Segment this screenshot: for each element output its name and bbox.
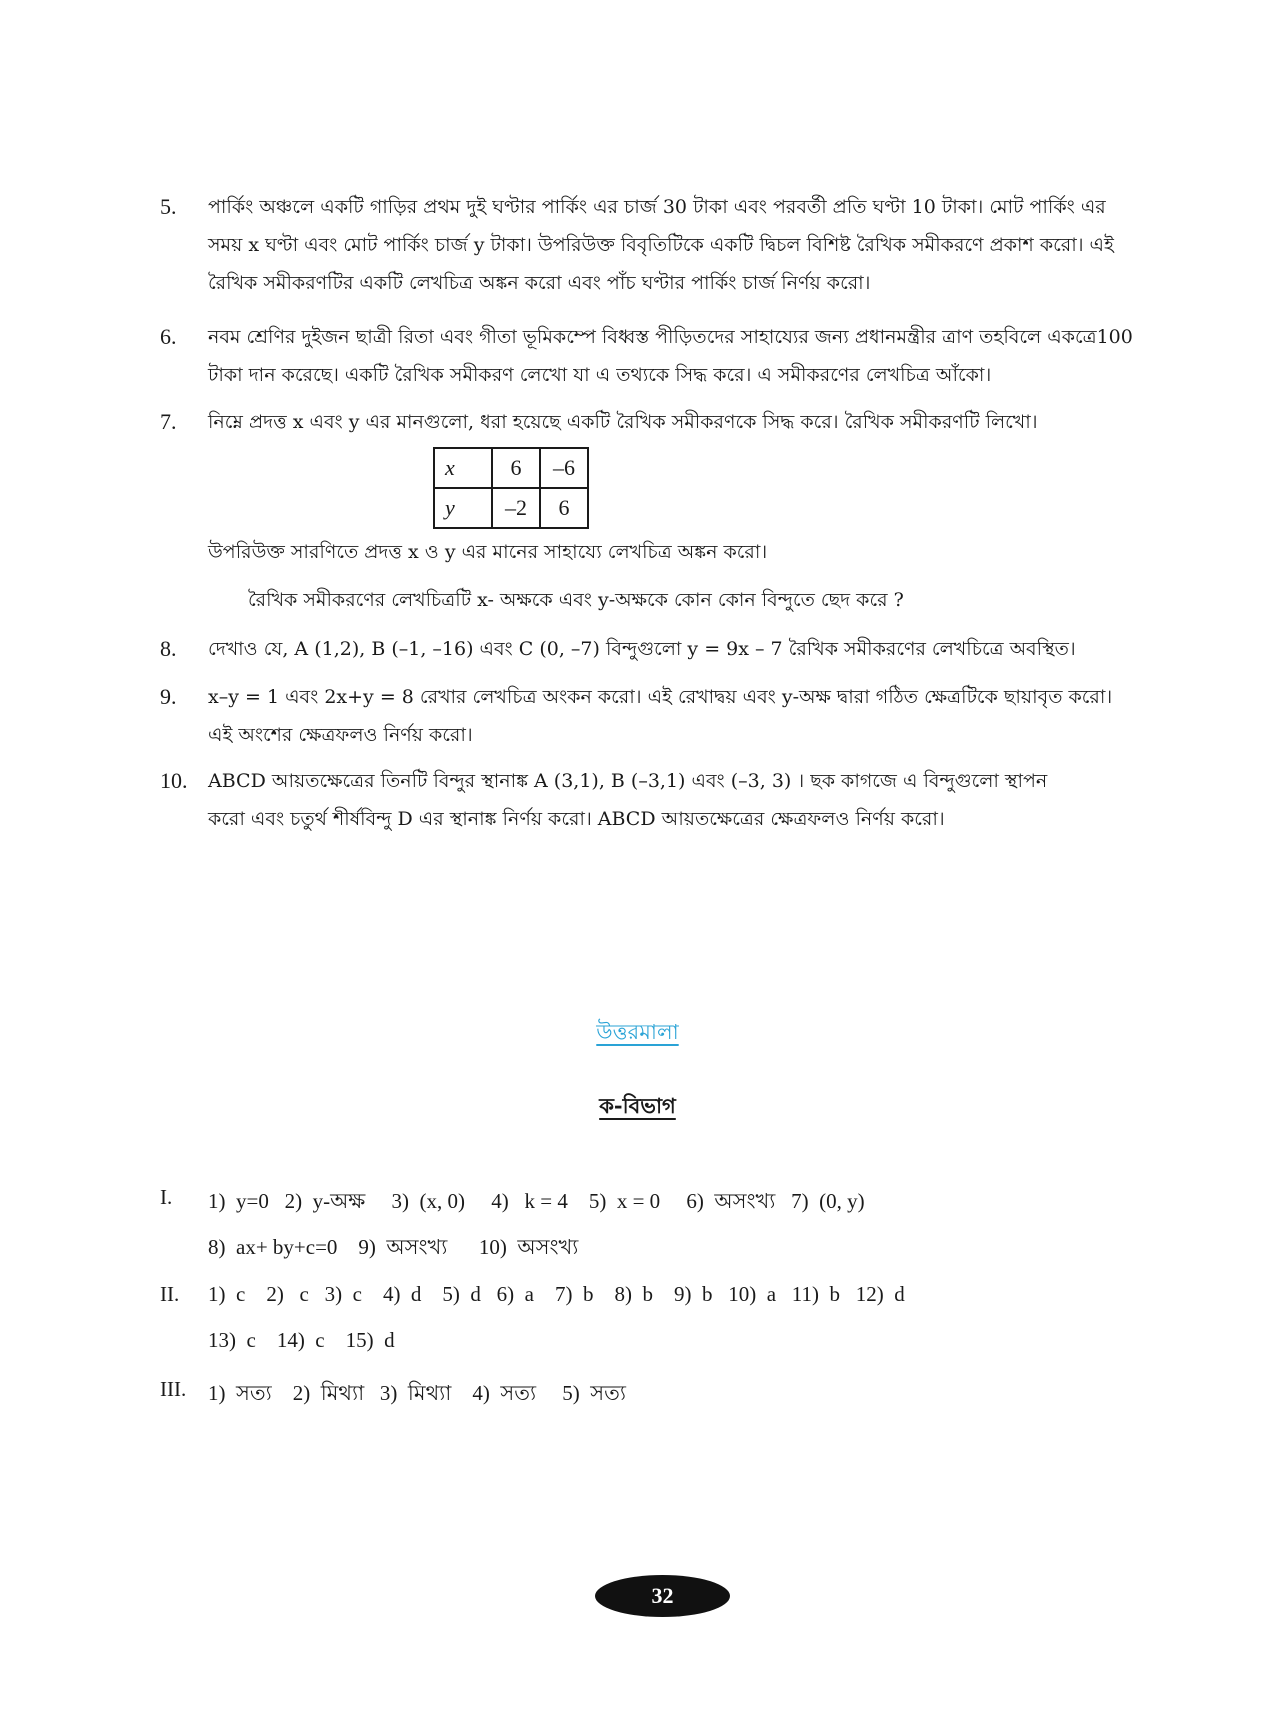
question-text: নিম্নে প্রদত্ত x এবং y এর মানগুলো, ধরা হয়েছে একটি রৈখিক সমীকরণকে সিদ্ধ করে। রৈখিক সমীকরণটি লিখো। [208, 411, 1038, 433]
answer-row: 1) সত্য 2) মিথ্যা 3) মিথ্যা 4) সত্য 5) সত্য [208, 1381, 627, 1405]
question-text: নবম শ্রেণির দুইজন ছাত্রী রিতা এবং গীতা ভূমিকম্পে বিধ্বস্ত পীড়িতদের সাহায্যের জন্য প্রধানমন্ত্রীর ত্রাণ তহবিলে একত্রে100 [208, 326, 1133, 348]
question-number: 7. [160, 409, 177, 434]
question-number: 8. [160, 636, 177, 661]
table-cell: y [434, 488, 492, 528]
table-cell: 6 [540, 488, 588, 528]
answer-group-label: II. [160, 1282, 180, 1306]
table-cell: –2 [492, 488, 540, 528]
answers-title-text: উত্তরমালা [596, 1020, 679, 1044]
table-cell: 6 [492, 448, 540, 488]
question-text: দেখাও যে, A (1,2), B (–1, –16) এবং C (0, –7) বিন্দুগুলো y = 9x – 7 রৈখিক সমীকরণের লেখচিত্রে অবস্থিত। [208, 638, 1076, 660]
answer-row: 1) y=0 2) y-অক্ষ 3) (x, 0) 4) k = 4 5) x = 0 6) অসংখ্য 7) (0, y) [208, 1189, 865, 1213]
answer-group-label: I. [160, 1185, 173, 1209]
answer-row: 1) c 2) c 3) c 4) d 5) d 6) a 7) b 8) b 9) b 10) a 11) b 12) d [208, 1282, 905, 1306]
answer-row: 8) ax+ by+c=0 9) অসংখ্য 10) অসংখ্য [208, 1235, 579, 1259]
table-row [434, 448, 588, 488]
section-title-text: ক-বিভাগ [599, 1093, 676, 1118]
question-text: রৈখিক সমীকরণের লেখচিত্রটি x- অক্ষকে এবং y-অক্ষকে কোন কোন বিন্দুতে ছেদ করে ? [248, 589, 904, 611]
question-number: 9. [160, 684, 177, 709]
page-number-badge [595, 1575, 730, 1617]
question-text: টাকা দান করেছে। একটি রৈখিক সমীকরণ লেখো যা এ তথ্যকে সিদ্ধ করে। এ সমীকরণের লেখচিত্র আঁকো। [208, 364, 992, 386]
question-number: 10. [160, 768, 188, 793]
question-text: সময় x ঘণ্টা এবং মোট পার্কিং চার্জ y টাকা। উপরিউক্ত বিবৃতিটিকে একটি দ্বিচল বিশিষ্ট রৈখিক সমীকরণে প্রকাশ করো। এই [208, 234, 1114, 256]
question-text: উপরিউক্ত সারণিতে প্রদত্ত x ও y এর মানের সাহায্যে লেখচিত্র অঙ্কন করো। [208, 541, 768, 563]
answer-row: 13) c 14) c 15) d [208, 1328, 395, 1352]
answer-group-label: III. [160, 1377, 187, 1401]
table-cell: –6 [540, 448, 588, 488]
table-row [434, 488, 588, 528]
xy-values-table [433, 447, 589, 529]
question-number: 6. [160, 324, 177, 349]
question-text: ABCD আয়তক্ষেত্রের তিনটি বিন্দুর স্থানাঙ্ক A (3,1), B (–3,1) এবং (–3, 3) । ছক কাগজে এ বিন্দুগুলো স্থাপন [208, 770, 1048, 792]
question-text: x–y = 1 এবং 2x+y = 8 রেখার লেখচিত্র অংকন করো। এই রেখাদ্বয় এবং y-অক্ষ দ্বারা গঠিত ক্ষেত্রটিকে ছায়াবৃত করো। [208, 686, 1113, 708]
answers-title [0, 1016, 1275, 1051]
question-text: পার্কিং অঞ্চলে একটি গাড়ির প্রথম দুই ঘণ্টার পার্কিং এর চার্জ 30 টাকা এবং পরবর্তী প্রতি ঘণ্টা 10 টাকা। মোট পার্কিং এর [208, 196, 1106, 218]
table-cell: x [434, 448, 492, 488]
section-title [0, 1090, 1275, 1125]
page-number: 32 [651, 1583, 674, 1608]
question-number: 5. [160, 194, 177, 219]
question-text: করো এবং চতুর্থ শীর্ষবিন্দু D এর স্থানাঙ্ক নির্ণয় করো। ABCD আয়তক্ষেত্রের ক্ষেত্রফলও নির্ণয় করো। [208, 808, 945, 830]
question-text: রৈখিক সমীকরণটির একটি লেখচিত্র অঙ্কন করো এবং পাঁচ ঘণ্টার পার্কিং চার্জ নির্ণয় করো। [208, 272, 871, 294]
question-text: এই অংশের ক্ষেত্রফলও নির্ণয় করো। [208, 724, 473, 746]
